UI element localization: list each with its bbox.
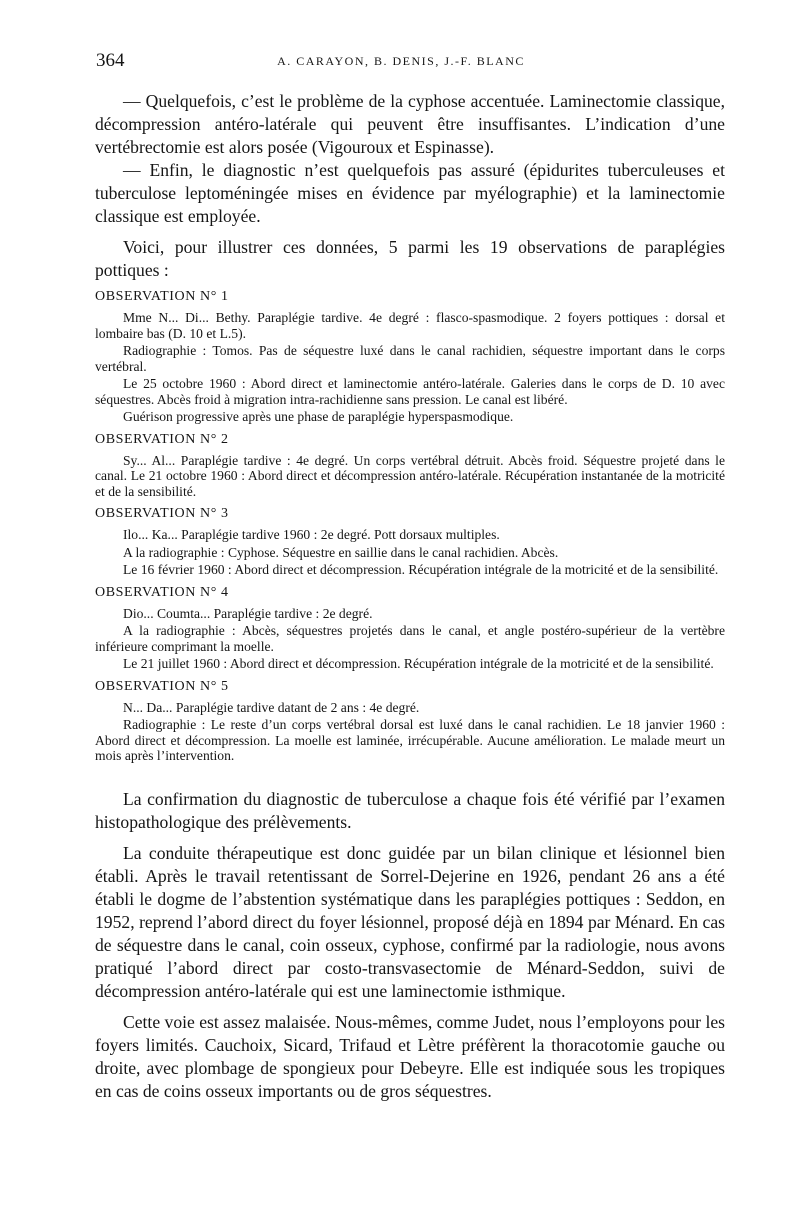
observation-paragraph: Radiographie : Tomos. Pas de séquestre luxé dans le canal rachidien, séquestre important dans le corps vertébral. xyxy=(95,343,725,374)
observation-paragraph: Le 21 juillet 1960 : Abord direct et décompression. Récupération intégrale de la motricité et de la sensibilité. xyxy=(123,656,714,671)
observation-paragraph: Ilo... Ka... Paraplégie tardive 1960 : 2e degré. Pott dorsaux multiples. xyxy=(123,527,500,542)
running-head: A. CARAYON, B. DENIS, J.-F. BLANC xyxy=(277,54,525,68)
observation-paragraph: Sy... Al... Paraplégie tardive : 4e degré. Un corps vertébral détruit. Abcès froid. Séquestre projeté dans le canal. Le 21 octobre 1960 : Abord direct et décompression antéro-latérale. Récupération instantanée de la motricité et de la sensibilité. xyxy=(95,452,725,499)
observation-title: OBSERVATION N° 4 xyxy=(95,584,229,600)
observation-4 xyxy=(95,584,725,672)
observation-paragraph: A la radiographie : Cyphose. Séquestre en saillie dans le canal rachidien. Abcès. xyxy=(123,544,559,560)
observation-title: OBSERVATION N° 5 xyxy=(95,678,229,694)
observation-paragraph: Le 16 février 1960 : Abord direct et décompression. Récupération intégrale de la motricité et de la sensibilité. xyxy=(123,562,719,577)
observation-paragraph: A la radiographie : Abcès, séquestres projetés dans le canal, et angle postéro-supérieur de la vertèbre inférieure comprimant la moelle. xyxy=(95,623,725,654)
observation-paragraph: Dio... Coumta... Paraplégie tardive : 2e degré. xyxy=(123,605,373,621)
observation-title: OBSERVATION N° 2 xyxy=(95,431,229,447)
observation-title: OBSERVATION N° 1 xyxy=(95,289,229,304)
observation-paragraph: Le 25 octobre 1960 : Abord direct et laminectomie antéro-latérale. Galeries dans le corps de D. 10 avec séquestres. Abcès froid à migration intra-rachidienne sans pression. Le canal est libéré. xyxy=(95,376,725,407)
observation-5 xyxy=(95,678,725,764)
page-body xyxy=(95,90,725,1103)
observation-paragraph: Guérison progressive après une phase de paraplégie hyperspasmodique. xyxy=(123,409,514,424)
observation-title: OBSERVATION N° 3 xyxy=(95,506,229,521)
intro-paragraph: — Quelquefois, c’est le problème de la cyphose accentuée. Laminectomie classique, décompression antéro-latérale qui peuvent être insuffisantes. L’indication d’une vertébrectomie est alors posée (Vigouroux et Espinasse). xyxy=(95,91,725,157)
conclusion-paragraph: Cette voie est assez malaisée. Nous-mêmes, comme Judet, nous l’employons pour les foyers limités. Cauchoix, Sicard, Trifaud et Lètre préfèrent la thoracotomie gauche ou droite, avec plombage de spongieux pour Debeyre. Elle est indiquée sous les tropiques en cas de coins osseux importants ou de gros séquestres. xyxy=(95,1011,725,1101)
intro-paragraph: — Enfin, le diagnostic n’est quelquefois pas assuré (épidurites tuberculeuses et tuberculose leptoméningée mises en évidence par myélographie) et la laminectomie classique est employée. xyxy=(95,160,725,226)
conclusion-paragraph: La confirmation du diagnostic de tuberculose a chaque fois été vérifié par l’examen histopathologique des prélèvements. xyxy=(95,788,725,832)
observation-paragraph: Radiographie : Le reste d’un corps vertébral dorsal est luxé dans le canal rachidien. Le 18 janvier 1960 : Abord direct et décompression. La moelle est laminée, irrécupérable. Aucune amélioration. Le malade meurt un mois après l’intervention. xyxy=(95,717,725,763)
observation-paragraph: N... Da... Paraplégie tardive datant de 2 ans : 4e degré. xyxy=(123,699,420,715)
intro-paragraph: Voici, pour illustrer ces données, 5 parmi les 19 observations de paraplégies pottiques : xyxy=(95,237,725,280)
observation-3 xyxy=(95,505,725,578)
conclusion-paragraph: La conduite thérapeutique est donc guidée par un bilan clinique et lésionnel bien établi. Après le travail retentissant de Sorrel-Dejerine en 1926, pendant 26 ans a été établi le dogme de l’abstention systématique dans les paraplégies pottiques : Seddon, en 1952, reprend l’abord direct du foyer lésionnel, proposé déjà en 1894 par Ménard. En cas de séquestre dans le canal, coin osseux, cyphose, confirmé par la radiologie, nous avons pratiqué l’abord direct par costo-transvasectomie de Ménard-Seddon, suivi de décompression antéro-latérale qui est une laminectomie isthmique. xyxy=(95,842,725,1001)
observation-2 xyxy=(95,431,725,500)
observation-paragraph: Mme N... Di... Bethy. Paraplégie tardive. 4e degré : flasco-spasmodique. 2 foyers pottiques : dorsal et lombaire bas (D. 10 et L.5). xyxy=(95,310,725,341)
page-header xyxy=(96,50,706,76)
page-number: 364 xyxy=(96,50,125,71)
observation-1 xyxy=(95,288,725,425)
